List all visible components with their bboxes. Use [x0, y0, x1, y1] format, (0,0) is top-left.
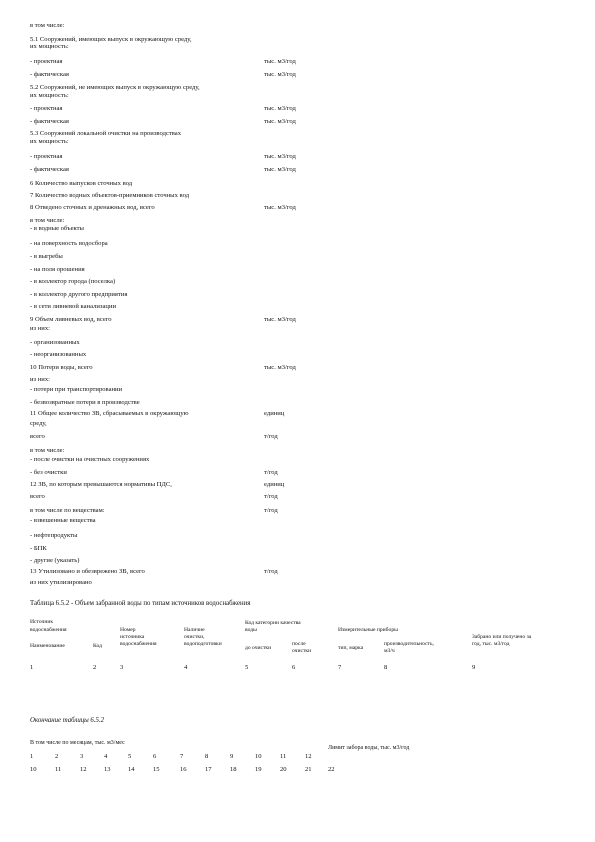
indicator-label: - после очистки на очистных сооружениях	[30, 456, 150, 463]
header-months: В том числе по месяцам, тыс. м3/мес	[30, 740, 125, 746]
month-number: 1	[30, 753, 34, 760]
month-number: 6	[153, 753, 157, 760]
header-number-2: источника	[120, 634, 145, 640]
header-source: Источник	[30, 619, 54, 625]
header-performance-2: м3/ч	[384, 648, 395, 654]
indicator-label: 8 Отведено сточных и дренажных вод, всего	[30, 204, 155, 211]
indicator-label: 6 Количество выпусков сточных вод	[30, 180, 133, 187]
column-number: 15	[153, 766, 160, 773]
header-number: Номер	[120, 627, 136, 633]
header-source-2: водоснабжения	[30, 627, 67, 633]
column-number: 6	[292, 664, 296, 671]
header-type: тип, марка	[338, 645, 364, 651]
indicator-label: - нефтепродукты	[30, 532, 78, 539]
indicator-unit: т/год	[264, 469, 278, 476]
indicator-label: - другие (указать)	[30, 557, 80, 564]
indicator-label: 7 Количество водных объектов-приемников сточных вод	[30, 192, 190, 199]
indicator-label: 5.1 Сооружений, имеющих выпуск в окружающую среду,	[30, 36, 192, 43]
header-meters: Измерительные приборы	[338, 627, 398, 633]
column-number: 2	[93, 664, 97, 671]
indicator-unit: тыс. м3/год	[264, 204, 296, 211]
month-number: 11	[280, 753, 287, 760]
indicator-unit: единиц	[264, 481, 285, 488]
indicator-label: их мощность:	[30, 92, 69, 99]
indicator-label: - неорганизованных	[30, 351, 87, 358]
indicator-unit: тыс. м3/год	[264, 316, 296, 323]
header-taken: Забрано или получено за	[472, 634, 532, 640]
indicator-label: 10 Потери воды, всего	[30, 364, 93, 371]
indicator-label: - взвешенные вещества	[30, 517, 96, 524]
indicator-label: - проектная	[30, 58, 63, 65]
header-category: Код категории качества	[245, 620, 301, 626]
header-after: после	[292, 641, 306, 647]
column-number: 10	[30, 766, 37, 773]
indicator-label: - БПК	[30, 545, 47, 552]
month-number: 8	[205, 753, 209, 760]
indicator-unit: тыс. м3/год	[264, 166, 296, 173]
column-number: 8	[384, 664, 388, 671]
column-number: 1	[30, 664, 34, 671]
indicator-unit: т/год	[264, 493, 278, 500]
indicator-label: - без очистки	[30, 469, 67, 476]
indicator-unit: тыс. м3/год	[264, 58, 296, 65]
column-number: 5	[245, 664, 249, 671]
indicator-label: из них:	[30, 376, 50, 383]
indicator-label: - в выгребы	[30, 253, 63, 260]
column-number: 14	[128, 766, 135, 773]
indicator-label: - в коллектор города (поселка)	[30, 278, 116, 285]
month-number: 7	[180, 753, 184, 760]
indicator-unit: тыс. м3/год	[264, 153, 296, 160]
indicator-label: - фактическая	[30, 71, 69, 78]
column-number: 16	[180, 766, 187, 773]
indicator-label: 9 Объем ливневых вод, всего	[30, 316, 112, 323]
indicator-unit: т/год	[264, 568, 278, 575]
indicator-unit: т/год	[264, 507, 278, 514]
indicator-label: - проектная	[30, 153, 63, 160]
table-caption: Таблица 6.5.2 - Объем забранной воды по типам источников водоснабжения	[30, 600, 251, 607]
column-number: 17	[205, 766, 212, 773]
indicator-label: 5.3 Сооружений локальной очистки на производствах	[30, 130, 182, 137]
month-number: 3	[80, 753, 84, 760]
column-number: 18	[230, 766, 237, 773]
column-number: 9	[472, 664, 476, 671]
indicator-label: из них:	[30, 325, 50, 332]
header-limit: Лимит забора воды, тыс. м3/год	[328, 745, 410, 751]
indicator-label: в том числе:	[30, 217, 65, 224]
indicator-label: - в водные объекты	[30, 225, 84, 232]
header-treatment-2: очистки,	[184, 634, 205, 640]
indicator-label: - проектная	[30, 105, 63, 112]
indicator-label: - в сети ливневой канализации	[30, 303, 117, 310]
indicator-label: 12 ЗВ, по которым превышаются нормативы ПДС,	[30, 481, 172, 488]
indicator-unit: т/год	[264, 433, 278, 440]
indicator-label: - фактическая	[30, 118, 69, 125]
indicator-label: - потери при транспортировании	[30, 386, 123, 393]
month-number: 10	[255, 753, 262, 760]
indicator-label: всего	[30, 433, 45, 440]
indicator-label: в том числе:	[30, 447, 65, 454]
indicator-label: их мощность:	[30, 43, 69, 50]
header-treatment-3: водоподготовки	[184, 641, 222, 647]
column-number: 20	[280, 766, 287, 773]
month-number: 2	[55, 753, 59, 760]
header-code: Код	[93, 643, 102, 649]
indicator-unit: тыс. м3/год	[264, 364, 296, 371]
indicator-label: в том числе:	[30, 22, 65, 29]
indicator-unit: единиц	[264, 410, 285, 417]
indicator-label: всего	[30, 493, 45, 500]
indicator-unit: тыс. м3/год	[264, 118, 296, 125]
header-name: Наименование	[30, 643, 65, 649]
header-category-2: воды	[245, 627, 257, 633]
header-performance: производительность,	[384, 641, 434, 647]
month-number: 12	[305, 753, 312, 760]
indicator-label: - организованных	[30, 339, 80, 346]
header-treatment: Наличие	[184, 627, 205, 633]
column-number: 13	[104, 766, 111, 773]
column-number: 11	[55, 766, 62, 773]
header-before: до очистки	[245, 645, 272, 651]
indicator-label: в том числе по веществам:	[30, 507, 105, 514]
indicator-label: - на поверхность водосбора	[30, 240, 108, 247]
indicator-unit: тыс. м3/год	[264, 71, 296, 78]
column-number: 7	[338, 664, 342, 671]
indicator-label: среду,	[30, 420, 47, 427]
column-number: 19	[255, 766, 262, 773]
column-number: 22	[328, 766, 335, 773]
indicator-unit: тыс. м3/год	[264, 105, 296, 112]
column-number: 4	[184, 664, 188, 671]
indicator-label: - безвозвратные потери в производстве	[30, 399, 140, 406]
indicator-label: - фактическая	[30, 166, 69, 173]
header-number-3: водоснабжения	[120, 641, 157, 647]
indicator-label: - в коллектор другого предприятия	[30, 291, 128, 298]
month-number: 5	[128, 753, 132, 760]
header-after-2: очистки	[292, 648, 312, 654]
indicator-label: 5.2 Сооружений, не имеющих выпуск в окружающую среду,	[30, 84, 200, 91]
indicator-label: их мощность:	[30, 138, 69, 145]
month-number: 4	[104, 753, 108, 760]
indicator-label: из них утилизировано	[30, 579, 92, 586]
header-taken-2: год, тыс. м3/год	[472, 641, 510, 647]
column-number: 3	[120, 664, 124, 671]
table-end-caption: Окончание таблицы 6.5.2	[30, 717, 105, 724]
month-number: 9	[230, 753, 234, 760]
column-number: 12	[80, 766, 87, 773]
indicator-label: - на поля орошения	[30, 266, 85, 273]
indicator-label: 13 Утилизовано и обезврежено ЗВ, всего	[30, 568, 145, 575]
indicator-label: 11 Общее количество ЗВ, сбрасываемых в окружающую	[30, 410, 189, 417]
column-number: 21	[305, 766, 312, 773]
